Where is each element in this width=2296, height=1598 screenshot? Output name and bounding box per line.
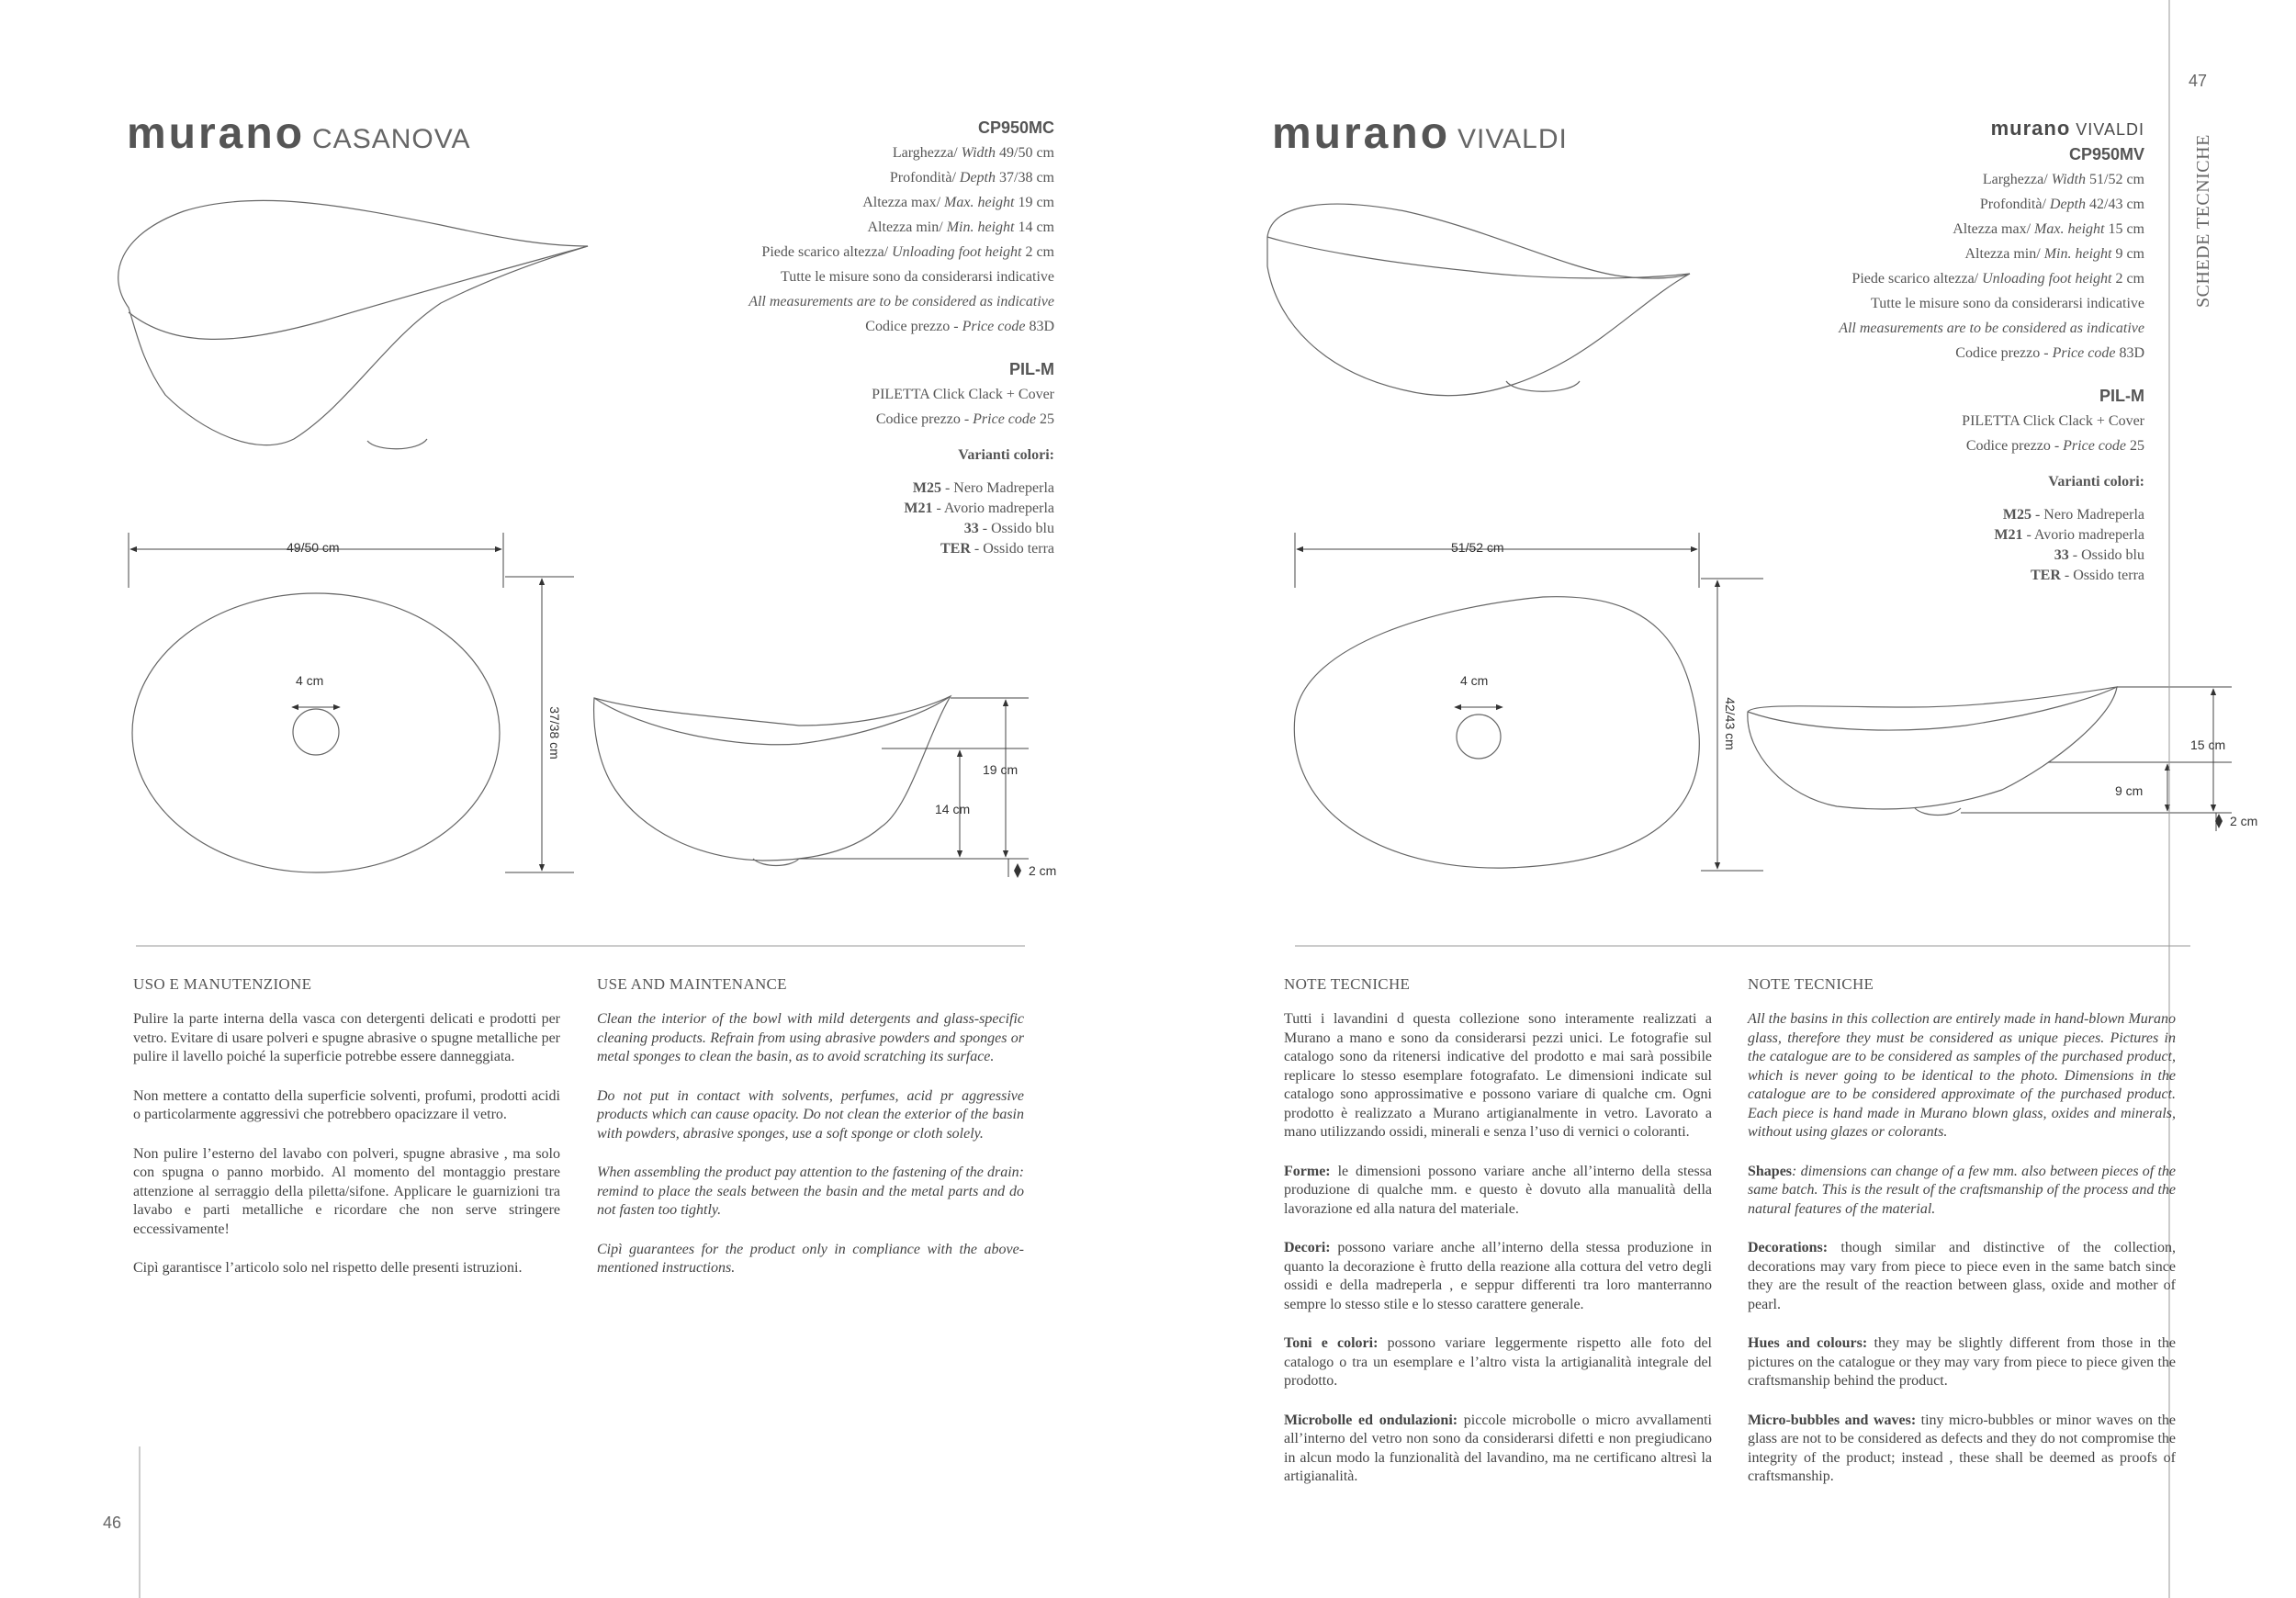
vivaldi-hole-dim: 4 cm — [1460, 673, 1489, 688]
drain-description: PILETTA Click Clack + Cover — [872, 387, 1054, 402]
small-logo: murano VIVALDI — [1990, 117, 2144, 140]
spec-price: Codice prezzo - Price code 83D — [1955, 345, 2144, 361]
model-name: VIVALDI — [1458, 124, 1568, 154]
page-number-left: 46 — [103, 1514, 122, 1532]
color-variant: M21 - Avorio madreperla — [904, 501, 1054, 516]
spec-note-en: All measurements are to be considered as indicative — [1839, 321, 2144, 336]
casanova-title — [127, 108, 471, 159]
casanova-hmax-dim: 19 cm — [983, 762, 1019, 777]
page-number-right: 47 — [2189, 72, 2208, 90]
vivaldi-foot-dim: 2 cm — [2230, 814, 2258, 828]
spec-width: Larghezza/ Width 49/50 cm — [892, 145, 1054, 161]
casanova-hmin-dim: 14 cm — [935, 802, 971, 816]
vivaldi-hmax-dim: 15 cm — [2190, 737, 2226, 752]
casanova-specs — [643, 116, 1054, 559]
vivaldi-hmin-dim: 9 cm — [2115, 783, 2144, 798]
color-variant: M25 - Nero Madreperla — [2002, 507, 2144, 523]
color-variants-list — [643, 478, 1054, 559]
casanova-top-view — [132, 593, 500, 872]
spec-foot-height: Piede scarico altezza/ Unloading foot height 2 cm — [1851, 271, 2144, 287]
tech-en-body: All the basins in this collection are entirely made in hand-blown Murano glass, therefore they must be considered as unique pieces. Pictures in the catalogue are to be considered as samples of the purchased product, which is never going to be identical to the photo. Dimensions in the catalogue are to be considered approximate of the purchased product. Each piece is hand made in Murano blown glass, oxides and minerals, without using glazes or colorants. Shapes: dimensions can change of a few mm. also between pieces of the same batch. This is the result of the craftsmanship of the process and the natural features of the material. Decorations: though similar and distinctive of the collection, decorations may vary from piece to piece even in the same batch since they are the result of the reaction between glass, oxide and mother of pearl. Hues and colours: they may be slightly different from those in the pictures on the catalogue or they may vary from piece to piece given the craftsmanship behind the product. Micro-bubbles and waves: tiny micro-bubbles or minor waves on the glass are not to be considered as defects and they do not compromise the integrity of the product; instead , these shall be deemed as proofs of craftsmanship. — [1748, 1011, 2176, 1484]
casanova-side-view — [594, 696, 951, 866]
drain-price: Codice prezzo - Price code 25 — [875, 411, 1054, 427]
vivaldi-depth-dim: 42/43 cm — [1722, 697, 1738, 750]
drain-description: PILETTA Click Clack + Cover — [1962, 413, 2144, 429]
spec-note-it: Tutte le misure sono da considerarsi indicative — [780, 269, 1054, 285]
spec-note-en: All measurements are to be considered as indicative — [748, 294, 1054, 309]
spec-depth: Profondità/ Depth 37/38 cm — [889, 170, 1054, 186]
model-name: CASANOVA — [312, 124, 471, 154]
vivaldi-specs — [1727, 116, 2144, 586]
color-variants-heading: Varianti colori: — [958, 447, 1054, 463]
care-en-heading: USE AND MAINTENANCE — [597, 975, 787, 993]
casanova-width-dim: 49/50 cm — [287, 540, 340, 555]
drain-price: Codice prezzo - Price code 25 — [1965, 438, 2144, 454]
vivaldi-title — [1272, 108, 1568, 159]
spec-min-height: Altezza min/ Min. height 9 cm — [1964, 246, 2144, 262]
color-variant: M25 - Nero Madreperla — [912, 480, 1054, 496]
section-side-label: SCHEDE TECNICHE — [2193, 134, 2213, 308]
product-code: CP950MV — [2068, 145, 2144, 163]
spec-max-height: Altezza max/ Max. height 19 cm — [862, 195, 1054, 210]
color-variant: M21 - Avorio madreperla — [1994, 527, 2144, 543]
vivaldi-side-view — [1748, 687, 2117, 816]
vivaldi-width-dim: 51/52 cm — [1451, 540, 1504, 555]
drain-code: PIL-M — [2099, 387, 2144, 405]
care-it-body: Pulire la parte interna della vasca con detergenti delicati e prodotti per vetro. Evitare di usare polveri e spugne abrasive o spugne metalliche per pulire il lavello poiché la superficie potrebbe essere danneggiata. Non mettere a contatto della superficie solventi, profumi, prodotti acidi o particolarmente aggressivi che potrebbero opacizzare il vetro. Non pulire l’esterno del lavabo con polveri, spugne abrasive , ma solo con spugna o panno morbido. Al momento del montaggio prestare attenzione al serraggio della piletta/sifone. Applicare le guarnizioni tra lavabo e parti metalliche e ricordare che non serve stringere eccessivamente! Cipì garantisce l’articolo solo nel rispetto delle presenti istruzioni. — [133, 1011, 560, 1276]
spec-foot-height: Piede scarico altezza/ Unloading foot height 2 cm — [761, 244, 1054, 260]
color-variant: 33 - Ossido blu — [963, 521, 1054, 536]
care-it-heading: USO E MANUTENZIONE — [133, 975, 312, 993]
color-variants-list — [1727, 505, 2144, 586]
color-variant: TER - Ossido terra — [940, 541, 1054, 557]
vivaldi-top-view — [1294, 597, 1699, 868]
tech-it-body: Tutti i lavandini d questa collezione sono interamente realizzati a Murano a mano e sono da considerarsi pezzi unici. Le fotografie sul catalogo sono da ritenersi indicative del prodotto e mai sarà possibile replicare lo stesso esemplare fotografato. Le dimensioni indicate sul catalogo sono approssimative e possono variare di qualche cm. Ogni prodotto è realizzato a Murano artigianalmente in vetro. Lavorato a mano utilizzando ossidi, minerali e senza l’uso di vernici o coloranti. Forme: le dimensioni possono variare anche all’interno della stessa produzione di qualche mm. e questo è dovuto alla manualità della lavorazione ed alla natura del materiale. Decori: possono variare anche all’interno della stessa produzione in quanto la decorazione è frutto della reazione alla cottura del vetro degli ossidi e della madreperla , e seppur differenti tra loro manterranno sempre lo stesso stile e lo stesso carattere generale. Toni e colori: possono variare leggermente rispetto alle foto del catalogo o tra un esemplare e l’altro vista la artigianalità integrale del prodotto. Microbolle ed ondulazioni: piccole microbolle o micro avvallamenti all’interno del vetro non sono da considerarsi difetti e non pregiudicano in alcun modo la funzionalità del lavandino, ma ne certificano altresì la artigianalità. — [1284, 1011, 1712, 1484]
spec-note-it: Tutte le misure sono da considerarsi indicative — [1870, 296, 2144, 311]
product-code: CP950MC — [977, 118, 1054, 137]
spec-price: Codice prezzo - Price code 83D — [865, 319, 1054, 334]
brand-logo: murano — [1272, 109, 1451, 158]
tech-en-heading: NOTE TECNICHE — [1748, 975, 1874, 993]
color-variant: TER - Ossido terra — [2031, 568, 2144, 583]
care-en-body: Clean the interior of the bowl with mild detergents and glass-specific cleaning products. Refrain from using abrasive powders and sponges or metal sponges to clean the basin, as to avoid scratching its surface. Do not put in contact with solvents, perfumes, acid pr aggressive products which can cause opacity. Do not clean the exterior of the basin with powders, abrasive sponges, use a soft sponge or cloth solely. When assembling the product pay attention to the fastening of the drain: remind to place the seals between the basin and the metal parts and do not fasten too tightly. Cipì guarantees for the product only in compliance with the above-mentioned instructions. — [597, 1011, 1024, 1276]
color-variants-heading: Varianti colori: — [2048, 474, 2144, 490]
color-variant: 33 - Ossido blu — [2054, 547, 2144, 563]
spec-width: Larghezza/ Width 51/52 cm — [1982, 172, 2144, 187]
spec-depth: Profondità/ Depth 42/43 cm — [1979, 197, 2144, 212]
spec-min-height: Altezza min/ Min. height 14 cm — [867, 219, 1054, 235]
casanova-foot-dim: 2 cm — [1029, 863, 1057, 878]
casanova-hole-dim: 4 cm — [296, 673, 324, 688]
casanova-depth-dim: 37/38 cm — [546, 706, 562, 760]
drain-code: PIL-M — [1009, 360, 1054, 378]
brand-logo: murano — [127, 109, 306, 158]
spec-max-height: Altezza max/ Max. height 15 cm — [1953, 221, 2144, 237]
casanova-perspective-drawing — [118, 200, 588, 448]
tech-it-heading: NOTE TECNICHE — [1284, 975, 1411, 993]
vivaldi-perspective-drawing — [1267, 204, 1690, 396]
